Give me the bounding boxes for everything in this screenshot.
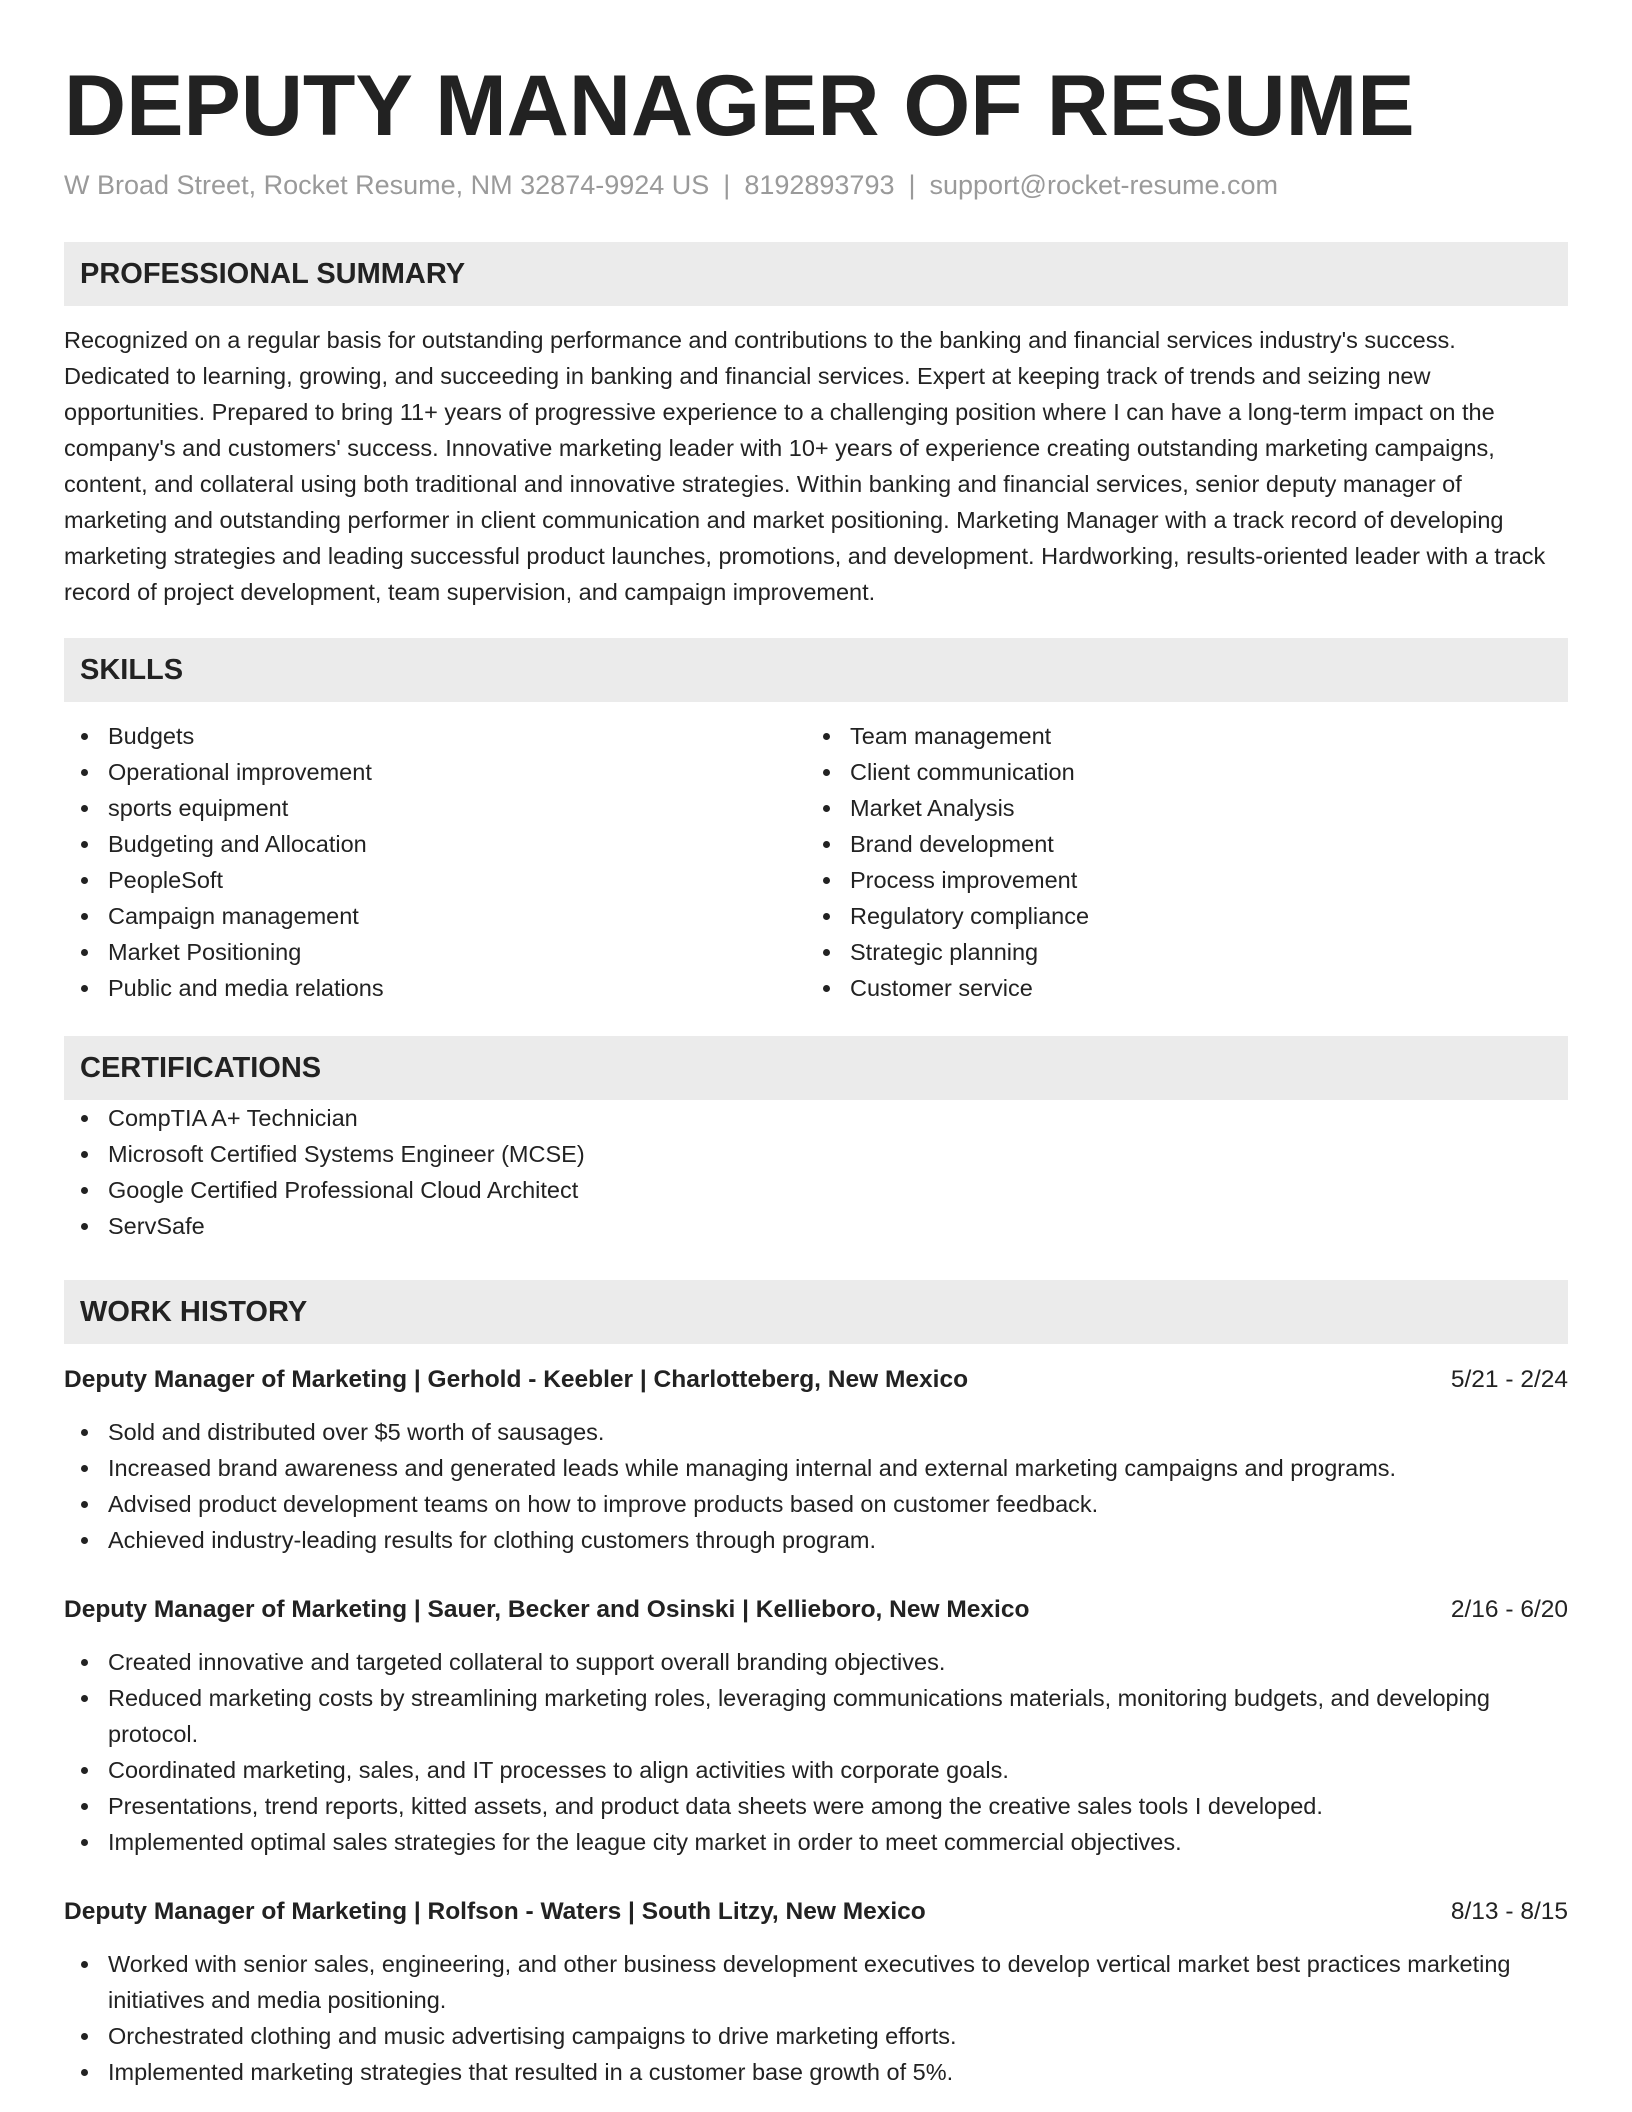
- certification-item: CompTIA A+ Technician: [64, 1100, 1568, 1136]
- skill-item: Brand development: [806, 826, 1548, 862]
- skills-grid: [64, 718, 1568, 1006]
- skill-item: Campaign management: [64, 898, 806, 934]
- job-dates: 8/13 - 8/15: [1450, 1898, 1568, 1925]
- job-dates: 5/21 - 2/24: [1450, 1366, 1568, 1393]
- job-bullet: Sold and distributed over $5 worth of sausages.: [64, 1414, 1568, 1450]
- skill-item: sports equipment: [64, 790, 806, 826]
- job-bullet: Increased brand awareness and generated leads while managing internal and external marketing campaigns and programs.: [64, 1450, 1568, 1486]
- contact-address: W Broad Street, Rocket Resume, NM 32874-9924 US: [64, 170, 710, 200]
- skills-column-left: [64, 718, 806, 1006]
- job-entry: [64, 1592, 1568, 1860]
- contact-separator: |: [908, 170, 916, 200]
- skill-item: Customer service: [806, 970, 1548, 1006]
- skill-item: Operational improvement: [64, 754, 806, 790]
- skills-column-right: [806, 718, 1548, 1006]
- job-title: Deputy Manager of Marketing | Rolfson - Waters | South Litzy, New Mexico: [64, 1898, 926, 1925]
- skill-item: Strategic planning: [806, 934, 1548, 970]
- job-bullet: Advised product development teams on how to improve products based on customer feedback.: [64, 1486, 1568, 1522]
- job-bullets: [64, 1414, 1568, 1558]
- job-entry: [64, 1894, 1568, 2090]
- job-bullet: Orchestrated clothing and music advertising campaigns to drive marketing efforts.: [64, 2018, 1568, 2054]
- job-bullet: Created innovative and targeted collateral to support overall branding objectives.: [64, 1644, 1568, 1680]
- section-header-summary: PROFESSIONAL SUMMARY: [64, 242, 1568, 306]
- skill-item: Budgeting and Allocation: [64, 826, 806, 862]
- job-bullet: Implemented optimal sales strategies for the league city market in order to meet commercial objectives.: [64, 1824, 1568, 1860]
- job-bullets: [64, 1644, 1568, 1860]
- job-bullet: Coordinated marketing, sales, and IT processes to align activities with corporate goals.: [64, 1752, 1568, 1788]
- job-bullet: Presentations, trend reports, kitted assets, and product data sheets were among the creative sales tools I developed.: [64, 1788, 1568, 1824]
- contact-phone: 8192893793: [744, 170, 895, 200]
- skill-item: Regulatory compliance: [806, 898, 1548, 934]
- candidate-name: DEPUTY MANAGER OF RESUME: [64, 58, 1415, 154]
- job-bullets: [64, 1946, 1568, 2090]
- skill-item: Market Positioning: [64, 934, 806, 970]
- section-header-skills: SKILLS: [64, 638, 1568, 702]
- certification-item: ServSafe: [64, 1208, 1568, 1244]
- skill-item: Team management: [806, 718, 1548, 754]
- section-header-work-history: WORK HISTORY: [64, 1280, 1568, 1344]
- job-entry: [64, 1362, 1568, 1558]
- job-bullet: Reduced marketing costs by streamlining marketing roles, leveraging communications materials, monitoring budgets, and developing protocol.: [64, 1680, 1568, 1752]
- summary-text: Recognized on a regular basis for outstanding performance and contributions to the banking and financial services industry's success. Dedicated to learning, growing, and succeeding in banking and financial services. Expert at keeping track of trends and seizing new opportunities. Prepared to bring 11+ years of progressive experience to a challenging position where I can have a long-term impact on the company's and customers' success. Innovative marketing leader with 10+ years of experience creating outstanding marketing campaigns, content, and collateral using both traditional and innovative strategies. Within banking and financial services, senior deputy manager of marketing and outstanding performer in client communication and market positioning. Marketing Manager with a track record of developing marketing strategies and leading successful product launches, promotions, and development. Hardworking, results-oriented leader with a track record of project development, team supervision, and campaign improvement.: [64, 327, 1546, 605]
- job-header: [64, 1894, 1568, 1930]
- skill-item: Process improvement: [806, 862, 1548, 898]
- skill-item: Budgets: [64, 718, 806, 754]
- skill-item: PeopleSoft: [64, 862, 806, 898]
- job-bullet: Worked with senior sales, engineering, and other business development executives to develop vertical market best practices marketing initiatives and media positioning.: [64, 1946, 1568, 2018]
- skill-item: Public and media relations: [64, 970, 806, 1006]
- job-dates: 2/16 - 6/20: [1450, 1596, 1568, 1623]
- certification-item: Google Certified Professional Cloud Architect: [64, 1172, 1568, 1208]
- skill-item: Market Analysis: [806, 790, 1548, 826]
- job-bullet: Implemented marketing strategies that resulted in a customer base growth of 5%.: [64, 2054, 1568, 2090]
- job-title: Deputy Manager of Marketing | Sauer, Becker and Osinski | Kellieboro, New Mexico: [64, 1596, 1030, 1623]
- contact-separator: |: [723, 170, 731, 200]
- job-title: Deputy Manager of Marketing | Gerhold - Keebler | Charlotteberg, New Mexico: [64, 1366, 969, 1393]
- certifications-list: [64, 1100, 1568, 1244]
- contact-email: support@rocket-resume.com: [929, 170, 1279, 200]
- job-bullet: Achieved industry-leading results for clothing customers through program.: [64, 1522, 1568, 1558]
- job-header: [64, 1592, 1568, 1628]
- job-header: [64, 1362, 1568, 1398]
- contact-line: [64, 168, 1568, 202]
- resume-page: [64, 0, 1568, 2090]
- section-header-certifications: CERTIFICATIONS: [64, 1036, 1568, 1100]
- certification-item: Microsoft Certified Systems Engineer (MCSE): [64, 1136, 1568, 1172]
- skill-item: Client communication: [806, 754, 1548, 790]
